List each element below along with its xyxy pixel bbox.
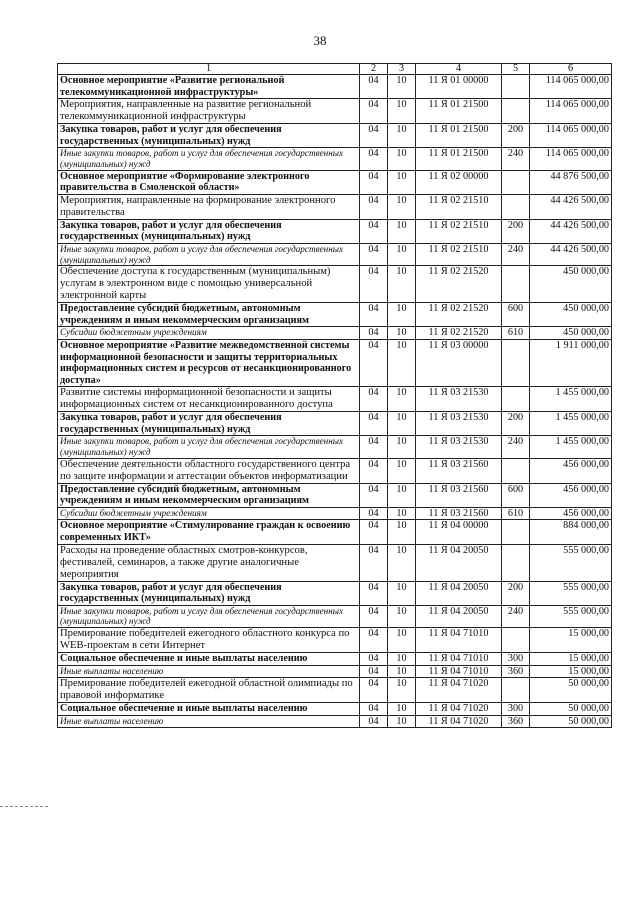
- subsection-code-cell: 10: [388, 581, 416, 605]
- subsection-code-cell: 10: [388, 339, 416, 386]
- expense-type-cell: [502, 266, 530, 303]
- target-article-cell: 11 Я 02 21520: [416, 327, 502, 340]
- subsection-code-cell: 10: [388, 653, 416, 666]
- table-row: [58, 715, 612, 728]
- target-article-cell: 11 Я 02 21520: [416, 303, 502, 327]
- section-code-cell: 04: [360, 170, 388, 194]
- row-name-cell: Премирование победителей ежегодной областной олимпиады по правовой информатике: [58, 678, 360, 703]
- row-name-cell: Предоставление субсидий бюджетным, автономным учреждениям и иным некоммерческим организациям: [58, 303, 360, 327]
- row-name-cell: Премирование победителей ежегодного областного конкурса по WEB-проектам в сети Интернет: [58, 628, 360, 653]
- target-article-cell: 11 Я 04 71020: [416, 715, 502, 728]
- amount-cell: 44 876 500,00: [530, 170, 612, 194]
- table-row: [58, 124, 612, 148]
- row-name-cell: Мероприятия, направленные на развитие региональной телекоммуникационной инфраструктуры: [58, 99, 360, 124]
- expense-type-cell: 360: [502, 715, 530, 728]
- section-code-cell: 04: [360, 194, 388, 219]
- target-article-cell: 11 Я 04 00000: [416, 520, 502, 544]
- section-code-cell: 04: [360, 605, 388, 627]
- amount-cell: 555 000,00: [530, 605, 612, 627]
- expense-type-cell: 610: [502, 507, 530, 520]
- target-article-cell: 11 Я 04 71020: [416, 703, 502, 716]
- amount-cell: 450 000,00: [530, 303, 612, 327]
- amount-cell: 1 911 000,00: [530, 339, 612, 386]
- expense-type-cell: [502, 339, 530, 386]
- target-article-cell: 11 Я 04 71020: [416, 678, 502, 703]
- subsection-code-cell: 10: [388, 715, 416, 728]
- subsection-code-cell: 10: [388, 520, 416, 544]
- subsection-code-cell: 10: [388, 124, 416, 148]
- section-code-cell: 04: [360, 458, 388, 483]
- budget-table: [57, 63, 612, 728]
- expense-type-cell: 600: [502, 483, 530, 507]
- subsection-code-cell: 10: [388, 412, 416, 436]
- section-code-cell: 04: [360, 124, 388, 148]
- target-article-cell: 11 Я 01 21500: [416, 99, 502, 124]
- target-article-cell: 11 Я 02 21520: [416, 266, 502, 303]
- row-name-cell: Социальное обеспечение и иные выплаты населению: [58, 653, 360, 666]
- subsection-code-cell: 10: [388, 266, 416, 303]
- target-article-cell: 11 Я 03 00000: [416, 339, 502, 386]
- expense-type-cell: 200: [502, 412, 530, 436]
- table-row: [58, 219, 612, 243]
- table-row: [58, 544, 612, 581]
- amount-cell: 456 000,00: [530, 507, 612, 520]
- expense-type-cell: 240: [502, 148, 530, 170]
- expense-type-cell: [502, 520, 530, 544]
- expense-type-cell: 240: [502, 243, 530, 265]
- subsection-code-cell: 10: [388, 507, 416, 520]
- target-article-cell: 11 Я 02 00000: [416, 170, 502, 194]
- subsection-code-cell: 10: [388, 544, 416, 581]
- row-name-cell: Иные закупки товаров, работ и услуг для обеспечения государственных (муниципальных) нужд: [58, 605, 360, 627]
- table-header: [58, 64, 612, 75]
- target-article-cell: 11 Я 03 21560: [416, 507, 502, 520]
- section-code-cell: 04: [360, 303, 388, 327]
- table-row: [58, 520, 612, 544]
- section-code-cell: 04: [360, 665, 388, 678]
- row-name-cell: Закупка товаров, работ и услуг для обеспечения государственных (муниципальных) нужд: [58, 581, 360, 605]
- subsection-code-cell: 10: [388, 219, 416, 243]
- row-name-cell: Обеспечение деятельности областного государственного центра по защите информации и аттестации объектов информатизации: [58, 458, 360, 483]
- subsection-code-cell: 10: [388, 194, 416, 219]
- table-row: [58, 458, 612, 483]
- target-article-cell: 11 Я 04 71010: [416, 628, 502, 653]
- section-code-cell: 04: [360, 628, 388, 653]
- section-code-cell: 04: [360, 653, 388, 666]
- section-code-cell: 04: [360, 715, 388, 728]
- row-name-cell: Иные закупки товаров, работ и услуг для обеспечения государственных (муниципальных) нужд: [58, 436, 360, 458]
- section-code-cell: 04: [360, 507, 388, 520]
- table-row: [58, 653, 612, 666]
- table-row: [58, 703, 612, 716]
- subsection-code-cell: 10: [388, 303, 416, 327]
- target-article-cell: 11 Я 04 20050: [416, 581, 502, 605]
- target-article-cell: 11 Я 03 21530: [416, 436, 502, 458]
- amount-cell: 44 426 500,00: [530, 194, 612, 219]
- table-row: [58, 170, 612, 194]
- row-name-cell: Социальное обеспечение и иные выплаты населению: [58, 703, 360, 716]
- row-name-cell: Закупка товаров, работ и услуг для обеспечения государственных (муниципальных) нужд: [58, 219, 360, 243]
- row-name-cell: Основное мероприятие «Развитие межведомственной системы информационной безопасности и защиты территориальных информационных систем и ресурсов от несанкционированного доступа»: [58, 339, 360, 386]
- section-code-cell: 04: [360, 243, 388, 265]
- row-name-cell: Закупка товаров, работ и услуг для обеспечения государственных (муниципальных) нужд: [58, 124, 360, 148]
- header-col-6: 6: [530, 64, 612, 75]
- row-name-cell: Закупка товаров, работ и услуг для обеспечения государственных (муниципальных) нужд: [58, 412, 360, 436]
- table-row: [58, 75, 612, 99]
- section-code-cell: 04: [360, 99, 388, 124]
- target-article-cell: 11 Я 03 21560: [416, 483, 502, 507]
- table-row: [58, 303, 612, 327]
- amount-cell: 1 455 000,00: [530, 387, 612, 412]
- row-name-cell: Основное мероприятие «Развитие региональной телекоммуникационной инфраструктуры»: [58, 75, 360, 99]
- row-name-cell: Иные закупки товаров, работ и услуг для обеспечения государственных (муниципальных) нужд: [58, 243, 360, 265]
- section-code-cell: 04: [360, 581, 388, 605]
- row-name-cell: Субсидии бюджетным учреждениям: [58, 507, 360, 520]
- amount-cell: 1 455 000,00: [530, 436, 612, 458]
- amount-cell: 456 000,00: [530, 483, 612, 507]
- target-article-cell: 11 Я 01 21500: [416, 148, 502, 170]
- amount-cell: 555 000,00: [530, 544, 612, 581]
- subsection-code-cell: 10: [388, 458, 416, 483]
- target-article-cell: 11 Я 01 21500: [416, 124, 502, 148]
- section-code-cell: 04: [360, 483, 388, 507]
- subsection-code-cell: 10: [388, 678, 416, 703]
- row-name-cell: Предоставление субсидий бюджетным, автономным учреждениям и иным некоммерческим организациям: [58, 483, 360, 507]
- table-row: [58, 628, 612, 653]
- section-code-cell: 04: [360, 339, 388, 386]
- amount-cell: 114 065 000,00: [530, 99, 612, 124]
- expense-type-cell: [502, 170, 530, 194]
- margin-dash-line: [0, 806, 48, 807]
- table-row: [58, 387, 612, 412]
- amount-cell: 114 065 000,00: [530, 75, 612, 99]
- row-name-cell: Иные выплаты населению: [58, 665, 360, 678]
- page-number: 38: [313, 33, 327, 48]
- section-code-cell: 04: [360, 387, 388, 412]
- header-col-2: 2: [360, 64, 388, 75]
- target-article-cell: 11 Я 04 20050: [416, 544, 502, 581]
- section-code-cell: 04: [360, 412, 388, 436]
- section-code-cell: 04: [360, 75, 388, 99]
- target-article-cell: 11 Я 04 71010: [416, 653, 502, 666]
- target-article-cell: 11 Я 01 00000: [416, 75, 502, 99]
- amount-cell: 50 000,00: [530, 703, 612, 716]
- table-row: [58, 436, 612, 458]
- amount-cell: 44 426 500,00: [530, 243, 612, 265]
- section-code-cell: 04: [360, 520, 388, 544]
- table-row: [58, 507, 612, 520]
- section-code-cell: 04: [360, 327, 388, 340]
- header-col-1: 1: [58, 64, 360, 75]
- subsection-code-cell: 10: [388, 243, 416, 265]
- table-row: [58, 99, 612, 124]
- expense-type-cell: 300: [502, 653, 530, 666]
- target-article-cell: 11 Я 04 20050: [416, 605, 502, 627]
- section-code-cell: 04: [360, 148, 388, 170]
- amount-cell: 884 000,00: [530, 520, 612, 544]
- table-row: [58, 412, 612, 436]
- table-row: [58, 243, 612, 265]
- expense-type-cell: [502, 99, 530, 124]
- amount-cell: 1 455 000,00: [530, 412, 612, 436]
- section-code-cell: 04: [360, 678, 388, 703]
- target-article-cell: 11 Я 02 21510: [416, 243, 502, 265]
- amount-cell: 114 065 000,00: [530, 124, 612, 148]
- row-name-cell: Основное мероприятие «Формирование электронного правительства в Смоленской области»: [58, 170, 360, 194]
- expense-type-cell: 360: [502, 665, 530, 678]
- subsection-code-cell: 10: [388, 387, 416, 412]
- table-row: [58, 678, 612, 703]
- subsection-code-cell: 10: [388, 436, 416, 458]
- row-name-cell: Мероприятия, направленные на формирование электронного правительства: [58, 194, 360, 219]
- amount-cell: 50 000,00: [530, 715, 612, 728]
- subsection-code-cell: 10: [388, 170, 416, 194]
- expense-type-cell: [502, 458, 530, 483]
- expense-type-cell: [502, 544, 530, 581]
- subsection-code-cell: 10: [388, 665, 416, 678]
- target-article-cell: 11 Я 03 21530: [416, 412, 502, 436]
- row-name-cell: Иные выплаты населению: [58, 715, 360, 728]
- expense-type-cell: 600: [502, 303, 530, 327]
- table-row: [58, 665, 612, 678]
- subsection-code-cell: 10: [388, 605, 416, 627]
- expense-type-cell: 200: [502, 219, 530, 243]
- table-row: [58, 581, 612, 605]
- subsection-code-cell: 10: [388, 628, 416, 653]
- row-name-cell: Субсидии бюджетным учреждениям: [58, 327, 360, 340]
- section-code-cell: 04: [360, 219, 388, 243]
- target-article-cell: 11 Я 04 71010: [416, 665, 502, 678]
- section-code-cell: 04: [360, 544, 388, 581]
- section-code-cell: 04: [360, 436, 388, 458]
- header-row: [58, 64, 612, 75]
- header-col-5: 5: [502, 64, 530, 75]
- expense-type-cell: [502, 628, 530, 653]
- section-code-cell: 04: [360, 266, 388, 303]
- target-article-cell: 11 Я 02 21510: [416, 194, 502, 219]
- expense-type-cell: 240: [502, 605, 530, 627]
- row-name-cell: Обеспечение доступа к государственным (муниципальным) услугам в электронном виде с помощью универсальной электронной карты: [58, 266, 360, 303]
- expense-type-cell: 200: [502, 124, 530, 148]
- target-article-cell: 11 Я 02 21510: [416, 219, 502, 243]
- expense-type-cell: 240: [502, 436, 530, 458]
- expense-type-cell: 610: [502, 327, 530, 340]
- amount-cell: 15 000,00: [530, 665, 612, 678]
- table-row: [58, 605, 612, 627]
- target-article-cell: 11 Я 03 21560: [416, 458, 502, 483]
- subsection-code-cell: 10: [388, 75, 416, 99]
- expense-type-cell: [502, 387, 530, 412]
- expense-type-cell: 300: [502, 703, 530, 716]
- row-name-cell: Основное мероприятие «Стимулирование граждан к освоению современных ИКТ»: [58, 520, 360, 544]
- expense-type-cell: [502, 194, 530, 219]
- row-name-cell: Расходы на проведение областных смотров-конкурсов, фестивалей, семинаров, а также другие аналогичные мероприятия: [58, 544, 360, 581]
- table-row: [58, 339, 612, 386]
- table-row: [58, 483, 612, 507]
- row-name-cell: Иные закупки товаров, работ и услуг для обеспечения государственных (муниципальных) нужд: [58, 148, 360, 170]
- expense-type-cell: [502, 678, 530, 703]
- header-col-4: 4: [416, 64, 502, 75]
- target-article-cell: 11 Я 03 21530: [416, 387, 502, 412]
- amount-cell: 114 065 000,00: [530, 148, 612, 170]
- table-body: [58, 75, 612, 728]
- table-row: [58, 148, 612, 170]
- amount-cell: 44 426 500,00: [530, 219, 612, 243]
- amount-cell: 50 000,00: [530, 678, 612, 703]
- table-row: [58, 266, 612, 303]
- table-row: [58, 327, 612, 340]
- subsection-code-cell: 10: [388, 327, 416, 340]
- amount-cell: 450 000,00: [530, 327, 612, 340]
- table-row: [58, 194, 612, 219]
- amount-cell: 456 000,00: [530, 458, 612, 483]
- expense-type-cell: 200: [502, 581, 530, 605]
- amount-cell: 555 000,00: [530, 581, 612, 605]
- amount-cell: 15 000,00: [530, 628, 612, 653]
- section-code-cell: 04: [360, 703, 388, 716]
- expense-type-cell: [502, 75, 530, 99]
- header-col-3: 3: [388, 64, 416, 75]
- subsection-code-cell: 10: [388, 148, 416, 170]
- subsection-code-cell: 10: [388, 99, 416, 124]
- amount-cell: 15 000,00: [530, 653, 612, 666]
- row-name-cell: Развитие системы информационной безопасности и защиты информационных систем от несанкционированного доступа: [58, 387, 360, 412]
- subsection-code-cell: 10: [388, 703, 416, 716]
- amount-cell: 450 000,00: [530, 266, 612, 303]
- subsection-code-cell: 10: [388, 483, 416, 507]
